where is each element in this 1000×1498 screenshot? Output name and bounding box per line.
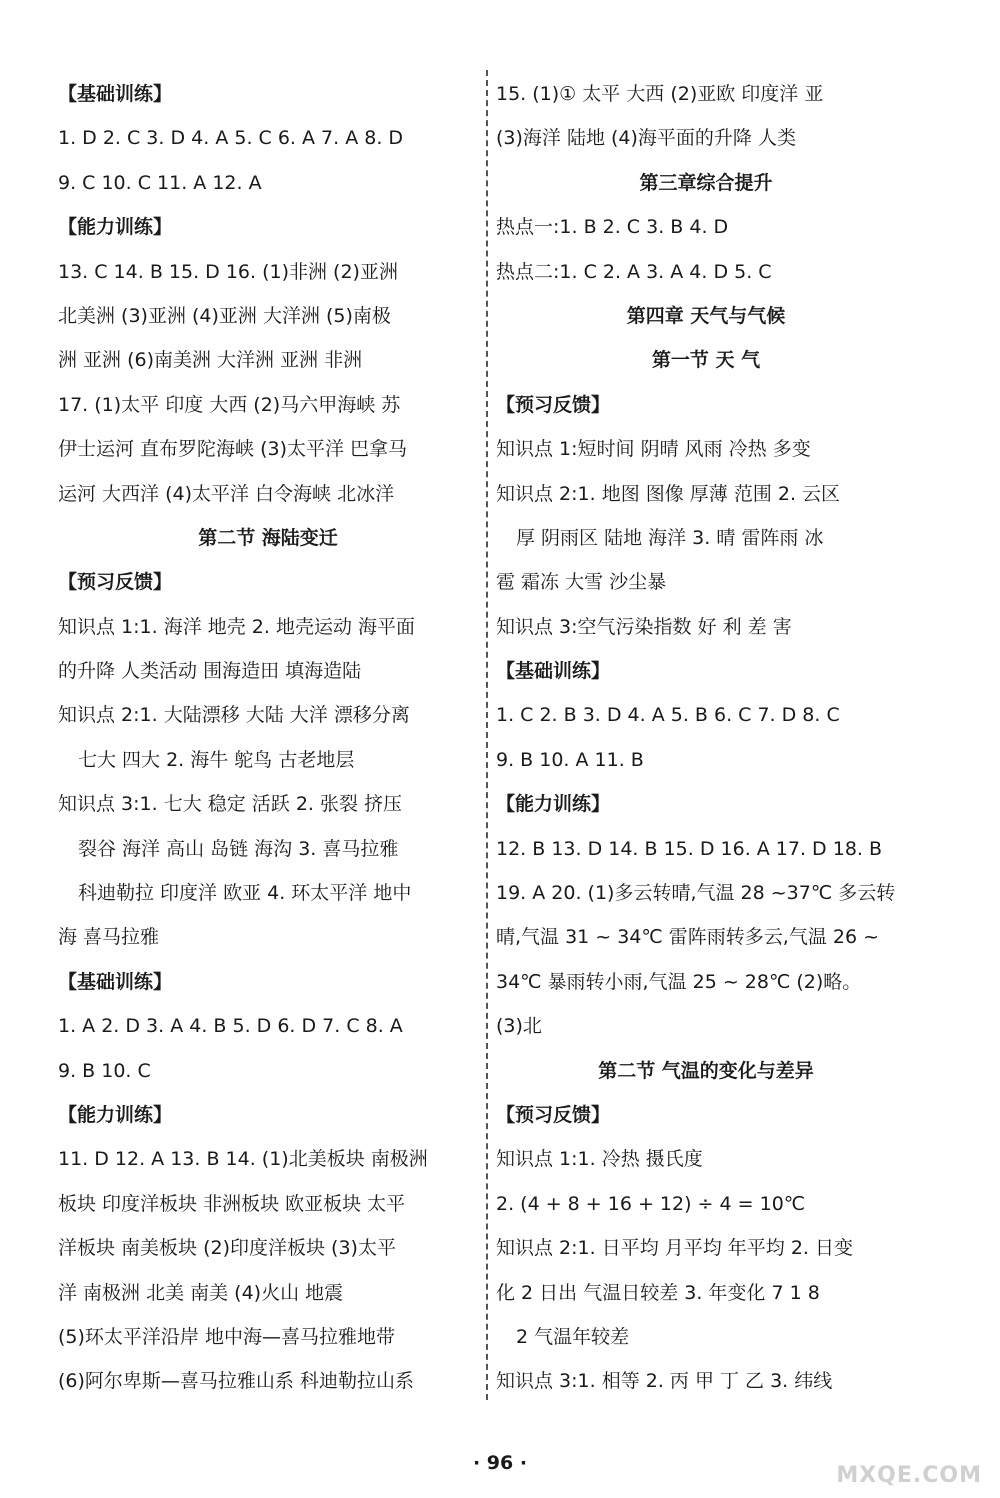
answer-line: 17. (1)太平 印度 大西 (2)马六甲海峡 苏: [58, 393, 401, 416]
answer-line: 2 气温年较差: [516, 1325, 630, 1348]
answer-line: (6)阿尔卑斯—喜马拉雅山系 科迪勒拉山系: [58, 1370, 414, 1393]
answer-line: 1. D 2. C 3. D 4. A 5. C 6. A 7. A 8. D: [58, 127, 404, 150]
answer-line: 洋 南极洲 北美 南美 (4)火山 地震: [58, 1281, 344, 1304]
answer-line: 化 2 日出 气温日较差 3. 年变化 7 1 8: [496, 1281, 820, 1304]
answer-line: 海 喜马拉雅: [58, 926, 160, 949]
answer-line: 七大 四大 2. 海牛 鸵鸟 古老地层: [78, 748, 355, 771]
section-title: 第二节 气温的变化与差异: [598, 1059, 814, 1082]
answer-line: 知识点 1:短时间 阴晴 风雨 冷热 多变: [496, 438, 811, 461]
answer-line: 12. B 13. D 14. B 15. D 16. A 17. D 18. B: [496, 837, 883, 860]
answer-line: 运河 大西洋 (4)太平洋 白令海峡 北冰洋: [58, 482, 395, 505]
section-title: 第四章 天气与气候: [626, 304, 786, 327]
section-heading: 【基础训练】: [58, 83, 173, 105]
section-heading: 【能力训练】: [58, 216, 173, 239]
answer-line: 热点二:1. C 2. A 3. A 4. D 5. C: [496, 260, 772, 283]
answer-line: 晴,气温 31 ~ 34℃ 雷阵雨转多云,气温 26 ~: [496, 926, 880, 949]
answer-line: 知识点 1:1. 海洋 地壳 2. 地壳运动 海平面: [58, 615, 415, 638]
section-heading: 【预习反馈】: [496, 1103, 611, 1126]
answer-line: 热点一:1. B 2. C 3. B 4. D: [496, 216, 729, 239]
answer-line: 洲 亚洲 (6)南美洲 大洋洲 亚洲 非洲: [58, 349, 363, 372]
answer-line: 厚 阴雨区 陆地 海洋 3. 晴 雷阵雨 冰: [516, 526, 824, 549]
answer-line: 19. A 20. (1)多云转晴,气温 28 ~37℃ 多云转: [496, 882, 896, 905]
section-heading: 【预习反馈】: [58, 571, 173, 594]
answer-line: 北美洲 (3)亚洲 (4)亚洲 大洋洲 (5)南极: [58, 304, 391, 327]
right-column: [496, 72, 916, 1404]
section-heading: 【能力训练】: [58, 1103, 173, 1126]
answer-line: 1. A 2. D 3. A 4. B 5. D 6. D 7. C 8. A: [58, 1015, 403, 1038]
section-heading: 【预习反馈】: [496, 393, 611, 416]
answer-line: (3)海洋 陆地 (4)海平面的升降 人类: [496, 127, 796, 150]
answer-line: 9. B 10. A 11. B: [496, 748, 644, 771]
answer-line: 知识点 3:1. 七大 稳定 活跃 2. 张裂 挤压: [58, 793, 403, 816]
answer-line: 知识点 3:1. 相等 2. 丙 甲 丁 乙 3. 纬线: [496, 1370, 833, 1393]
answer-line: 裂谷 海洋 高山 岛链 海沟 3. 喜马拉雅: [78, 837, 399, 860]
answer-line: 知识点 2:1. 地图 图像 厚薄 范围 2. 云区: [496, 482, 841, 505]
section-title: 第一节 天 气: [651, 349, 761, 372]
answer-line: 13. C 14. B 15. D 16. (1)非洲 (2)亚洲: [58, 260, 398, 283]
section-heading: 【能力训练】: [496, 793, 611, 816]
section-heading: 【基础训练】: [496, 660, 611, 683]
answer-line: 伊士运河 直布罗陀海峡 (3)太平洋 巴拿马: [58, 438, 408, 461]
answer-line: 15. (1)① 太平 大西 (2)亚欧 印度洋 亚: [496, 83, 824, 105]
answer-line: 知识点 2:1. 日平均 月平均 年平均 2. 日变: [496, 1237, 853, 1260]
answer-line: 9. C 10. C 11. A 12. A: [58, 171, 262, 194]
answer-line: 的升降 人类活动 围海造田 填海造陆: [58, 660, 362, 683]
section-title: 第三章综合提升: [639, 171, 773, 194]
answer-line: (3)北: [496, 1015, 542, 1038]
answer-line: 科迪勒拉 印度洋 欧亚 4. 环太平洋 地中: [78, 882, 412, 905]
answer-line: 1. C 2. B 3. D 4. A 5. B 6. C 7. D 8. C: [496, 704, 840, 727]
watermark: MXQE.COM: [836, 1463, 982, 1488]
answer-line: (5)环太平洋沿岸 地中海—喜马拉雅地带: [58, 1325, 395, 1348]
left-column: [58, 72, 478, 1404]
answer-line: 洋板块 南美板块 (2)印度洋板块 (3)太平: [58, 1237, 396, 1260]
section-heading: 【基础训练】: [58, 970, 173, 993]
answer-line: 雹 霜冻 大雪 沙尘暴: [496, 571, 667, 594]
answer-line: 知识点 1:1. 冷热 摄氏度: [496, 1148, 703, 1171]
answer-line: 34℃ 暴雨转小雨,气温 25 ~ 28℃ (2)略。: [496, 970, 862, 993]
answer-line: 知识点 2:1. 大陆漂移 大陆 大洋 漂移分离: [58, 704, 410, 727]
answer-line: 11. D 12. A 13. B 14. (1)北美板块 南极洲: [58, 1148, 428, 1171]
answer-line: 9. B 10. C: [58, 1059, 151, 1082]
section-title: 第二节 海陆变迁: [198, 526, 338, 549]
answer-line: 板块 印度洋板块 非洲板块 欧亚板块 太平: [58, 1192, 406, 1215]
answer-line: 知识点 3:空气污染指数 好 利 差 害: [496, 615, 792, 638]
answer-line: 2. (4 + 8 + 16 + 12) ÷ 4 = 10℃: [496, 1192, 806, 1215]
page-number: · 96 ·: [472, 1452, 528, 1474]
column-divider: [486, 70, 488, 1400]
